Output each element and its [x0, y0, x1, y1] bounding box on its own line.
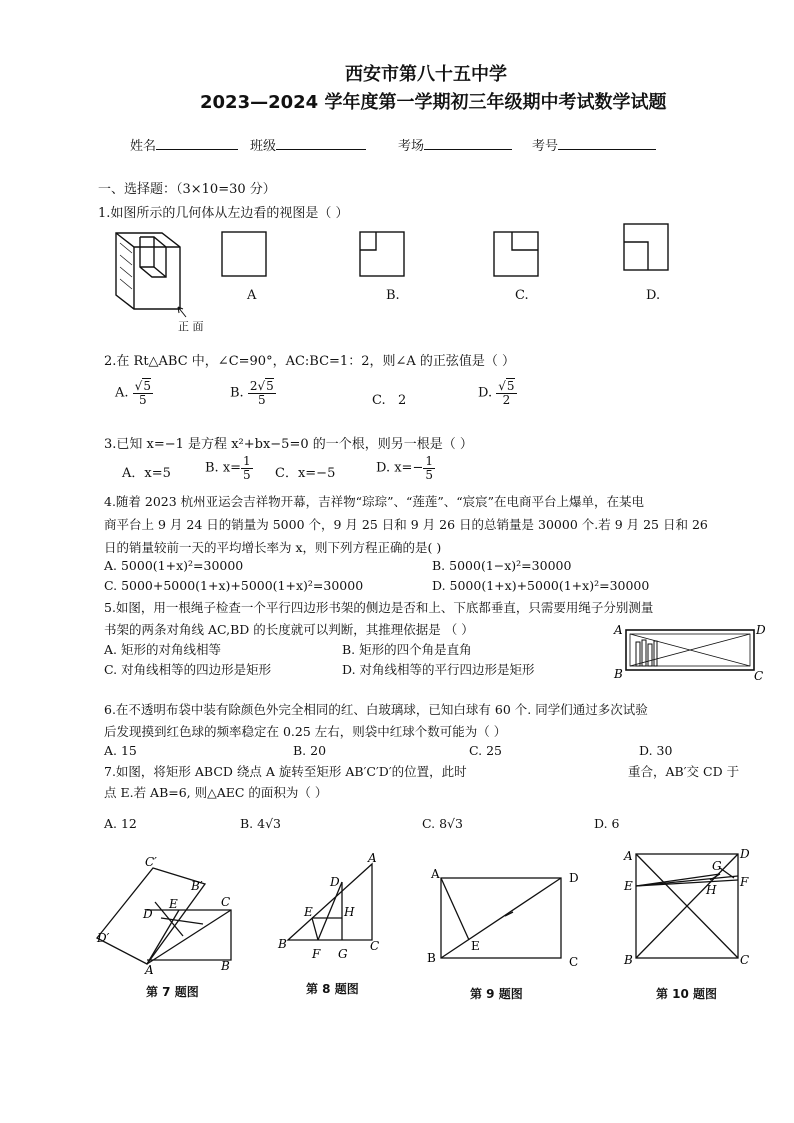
q1-option-d-label: D. [646, 288, 661, 303]
fig10-label-c: C [740, 953, 750, 967]
q2-option-b-frac: $\frac{2√5}{5}$ [249, 379, 274, 407]
q3-option-b [205, 455, 253, 481]
q6-line-2: 后发现摸到红色球的频率稳定在 0.25 左右，则袋中红球个数可能为（ ） [104, 724, 507, 739]
q2-b-num: 5 [266, 379, 274, 393]
q1-option-a-label: A [247, 288, 257, 303]
fig10-diagram [622, 846, 757, 971]
fig8-label-a: A [368, 851, 377, 865]
fig7-diagram [95, 848, 245, 978]
q1-option-c-view [492, 230, 544, 280]
q7-option-b: B. 4√3 [240, 816, 282, 831]
q2-option-c-value: 2 [398, 393, 407, 408]
q4-option-a: A. 5000(1+x)²=30000 [104, 558, 244, 573]
fig8-label-f: F [312, 947, 321, 961]
q5-option-d: D. 对角线相等的平行四边形是矩形 [342, 662, 535, 677]
q1-text: 1.如图所示的几何体从左边看的视图是（ ） [98, 206, 349, 221]
q7-option-d: D. 6 [594, 816, 620, 831]
q4-option-b: B. 5000(1−x)²=30000 [432, 558, 572, 573]
fig10-label-a: A [624, 849, 633, 863]
q7-line-2: 点 E.若 AB=6, 则△AEC 的面积为（ ） [104, 785, 328, 800]
fig9-label-e: E [471, 939, 480, 953]
fig7-caption: 第 7 题图 [146, 985, 199, 999]
room-field [398, 135, 512, 154]
q3-b-den: 5 [243, 467, 251, 482]
fig10-caption: 第 10 题图 [656, 987, 718, 1001]
q2-option-a [115, 380, 153, 406]
q1-option-a-view [220, 230, 272, 280]
q2-text: 2.在 Rt△ABC 中，∠C=90°，AC:BC=1：2，则∠A 的正弦值是（ ） [104, 354, 516, 369]
q5-label-d: D [756, 623, 766, 637]
fig8-label-c: C [370, 939, 380, 953]
fig10-label-b: B [624, 953, 633, 967]
q5-line-1: 5.如图，用一根绳子检查一个平行四边形书架的侧边是否和上、下底都垂直，只需要用绳子分别测量 [104, 600, 654, 615]
fig8-diagram [272, 850, 387, 965]
q5-label-a: A [614, 623, 623, 637]
class-field [250, 135, 366, 154]
fig7-label-a: A [145, 963, 154, 977]
q3-option-b-prefix: B. x= [205, 460, 242, 476]
q2-d-num: 5 [506, 379, 515, 393]
q2-option-c-label: C. [372, 393, 386, 408]
q5-option-c: C. 对角线相等的四边形是矩形 [104, 662, 272, 677]
fig9-label-a: A [431, 867, 440, 881]
section-title: 一、选择题：（3×10=30 分） [98, 182, 276, 197]
q1-option-b-view [358, 230, 410, 280]
q6-option-b: B. 20 [293, 743, 327, 758]
q7-line-1-end: 重合，AB′交 CD 于 [628, 764, 740, 779]
q3-d-num: 1 [425, 454, 433, 468]
fig7-label-c-prime: C′ [145, 855, 157, 869]
q2-b-coef: 2 [249, 379, 258, 393]
fig8-label-h: H [344, 905, 355, 919]
id-label: 考号 [532, 139, 559, 154]
fig9-label-b: B [427, 951, 436, 965]
q6-option-d: D. 30 [639, 743, 673, 758]
fig7-label-d: D [143, 907, 153, 921]
q1-front-label: 正 面 [178, 320, 204, 333]
q7-option-c: C. 8√3 [422, 816, 463, 831]
q2-a-den: 5 [139, 392, 147, 407]
room-label: 考场 [398, 139, 425, 154]
q1-option-d-view [622, 222, 674, 276]
q7-option-a: A. 12 [104, 816, 137, 831]
q5-bookshelf-figure [612, 620, 767, 682]
q4-option-d: D. 5000(1+x)+5000(1+x)²=30000 [432, 578, 650, 593]
q6-line-1: 6.在不透明布袋中装有除颜色外完全相同的红、白玻璃球，已知白球有 60 个. 同学们通过多次试验 [104, 702, 648, 717]
fig8-label-b: B [278, 937, 287, 951]
q2-option-a-frac: $\frac{√5}{5}$ [134, 379, 151, 407]
q7-line-1-start: 7.如图，将矩形 ABCD 绕点 A 旋转至矩形 AB′C′D′的位置，此时 [104, 764, 467, 779]
fig9-label-c: C [569, 955, 579, 969]
fig9-diagram [425, 862, 585, 970]
q6-option-c: C. 25 [469, 743, 502, 758]
fig7-label-c: C [221, 895, 231, 909]
q3-option-c: C．x=−5 [275, 466, 336, 481]
exam-title: 2023—2024 学年度第一学期初三年级期中考试数学试题 [200, 92, 667, 113]
school-name: 西安市第八十五中学 [345, 64, 507, 85]
fig7-label-e: E [169, 897, 178, 911]
q3-option-d-frac [423, 455, 435, 481]
q4-line-3: 日的销量较前一天的平均增长率为 x，则下列方程正确的是( ) [104, 540, 442, 555]
q5-label-b: B [614, 667, 623, 681]
q2-option-d [478, 380, 517, 406]
q2-option-a-label: A. [115, 385, 129, 401]
q4-line-1: 4.随着 2023 杭州亚运会吉祥物开幕，吉祥物“琮琮”、“莲莲”、“宸宸”在电商平台上爆单，在某电 [104, 494, 645, 509]
q2-option-b-label: B. [230, 385, 244, 401]
fig8-caption: 第 8 题图 [306, 982, 359, 996]
q1-option-b-label: B. [386, 288, 400, 303]
fig7-label-b-prime: B′ [191, 879, 203, 893]
q3-option-d [376, 455, 435, 481]
class-label: 班级 [250, 139, 277, 154]
q2-d-den: 2 [502, 392, 511, 407]
q3-option-b-frac [241, 455, 253, 481]
q1-option-c-label: C. [515, 288, 529, 303]
fig10-label-e: E [624, 879, 633, 893]
q4-line-2: 商平台上 9 月 24 日的销量为 5000 个，9 月 25 日和 9 月 26 日的总销量是 30000 个.若 9 月 25 日和 26 [104, 517, 708, 532]
q2-option-c [372, 393, 406, 408]
q3-text: 3.已知 x=−1 是方程 x²+bx−5=0 的一个根，则另一根是（ ） [104, 437, 473, 452]
q2-b-den: 5 [257, 392, 266, 407]
q6-option-a: A. 15 [104, 743, 137, 758]
fig9-label-d: D [569, 871, 579, 885]
fig9-caption: 第 9 题图 [470, 987, 523, 1001]
q2-a-num: 5 [143, 379, 151, 393]
id-field [532, 135, 656, 154]
q4-option-c: C. 5000+5000(1+x)+5000(1+x)²=30000 [104, 578, 364, 593]
q5-option-a: A. 矩形的对角线相等 [104, 642, 221, 657]
q2-option-d-label: D. [478, 385, 493, 401]
fig8-label-e: E [304, 905, 313, 919]
q2-option-b [230, 380, 276, 406]
fig8-label-g: G [338, 947, 348, 961]
fig10-label-g: G [712, 859, 722, 873]
fig10-label-h: H [706, 883, 717, 897]
q5-line-2: 书架的两条对角线 AC,BD 的长度就可以判断，其推理依据是 （ ） [104, 622, 474, 637]
fig7-label-b: B [221, 959, 230, 973]
q3-option-a: A．x=5 [122, 466, 171, 481]
q2-option-d-frac: $\frac{√5}{2}$ [498, 379, 515, 407]
q3-option-d-prefix: D. x=− [376, 460, 424, 476]
q3-d-den: 5 [425, 467, 433, 482]
fig10-label-d: D [740, 847, 750, 861]
fig8-label-d: D [330, 875, 340, 889]
fig7-label-d-prime: D′ [97, 931, 110, 945]
fig10-label-f: F [740, 875, 749, 889]
q5-option-b: B. 矩形的四个角是直角 [342, 642, 472, 657]
name-field [130, 135, 238, 154]
q5-label-c: C [754, 669, 764, 682]
q3-b-num: 1 [243, 454, 251, 468]
name-label: 姓名 [130, 139, 157, 154]
